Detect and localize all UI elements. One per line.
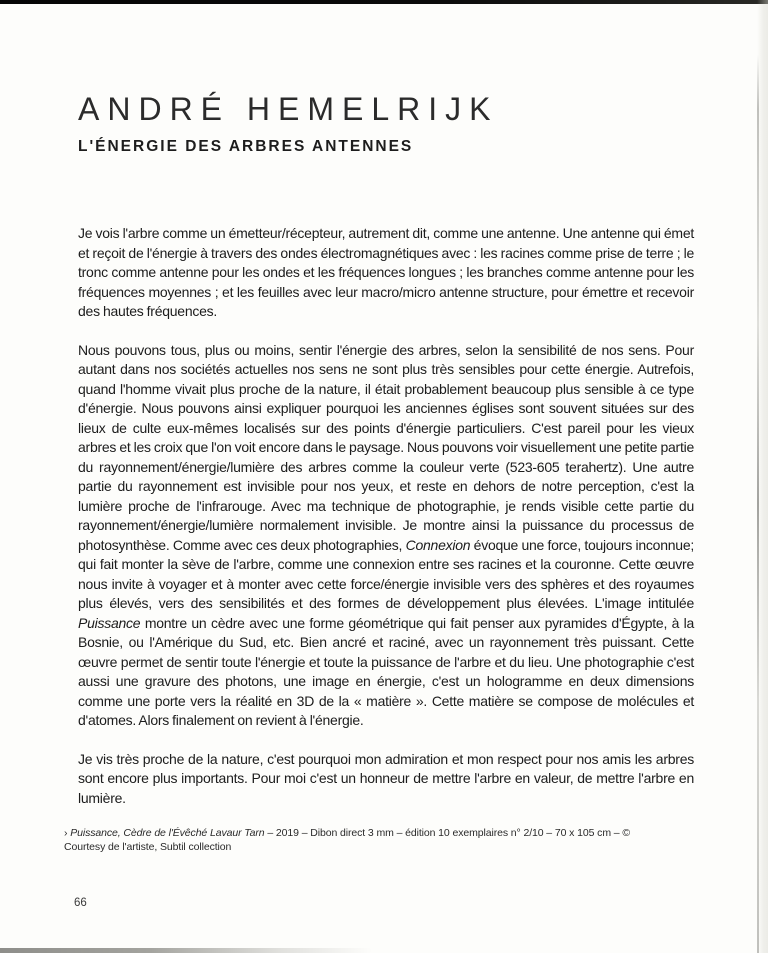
article-body <box>78 224 694 808</box>
paragraph: Nous pouvons tous, plus ou moins, sentir l'énergie des arbres, selon la sensibilité de nos sens. Pour autant dans nos sociétés actuelles nos sens ne sont plus très sensibles pour cette énergie. Autrefois, quand l'homme vivait plus proche de la nature, il était probablement beaucoup plus sensible à ce type d'énergie. Nous pouvons ainsi expliquer pourquoi les anciennes églises sont souvent situées sur des lieux de culte eux-mêmes localisés sur des points d'énergie particuliers. C'est pareil pour les vieux arbres et les croix que l'on voit encore dans le paysage. Nous pouvons voir visuellement une petite partie du rayonnement/énergie/lumière des arbres comme la couleur verte (523-605 terahertz). Une autre partie du rayonnement est invisible pour nos yeux, et reste en dehors de notre perception, c'est la lumière proche de l'infrarouge. Avec ma technique de photographie, je rends visible cette partie du rayonnement/énergie/lumière normalement invisible. Je montre ainsi la puissance du processus de photosynthèse. Comme avec ces deux photographies, Connexion évoque une force, toujours inconnue; qui fait monter la sève de l'arbre, comme une connexion entre ses racines et la couronne. Cette œuvre nous invite à voyager et à monter avec cette force/énergie invisible vers des sphères et des royaumes plus élevés, vers des sensibilités et des formes de développement plus élevées. L'image intitulée Puissance montre un cèdre avec une forme géométrique qui fait penser aux pyramides d'Égypte, à la Bosnie, ou l'Amérique du Sud, etc. Bien ancré et raciné, avec un rayonnement très puissant. Cette œuvre permet de sentir toute l'énergie et toute la puissance de l'arbre et du lieu. Une photographie c'est aussi une gravure des photons, une image en énergie, c'est un hologramme en deux dimensions comme une porte vers la réalité en 3D de la « matière ». Cette matière se compose de molécules et d'atomes. Alors finalement on revient à l'énergie. <box>78 341 694 728</box>
artist-name-heading: ANDRÉ HEMELRIJK <box>78 91 499 127</box>
article-column <box>64 91 694 854</box>
photo-credit-caption: › Puissance, Cèdre de l'Évêché Lavaur Tarn – 2019 – Dibon direct 3 mm – édition 10 exemplaires n° 2/10 – 70 x 105 cm – © Courtesy de l'artiste, Subtil collection <box>64 827 630 853</box>
scan-edge-top <box>0 0 768 4</box>
article-title: L'ÉNERGIE DES ARBRES ANTENNES <box>78 138 414 155</box>
scan-edge-bottom <box>0 948 372 953</box>
scan-page-edge-line <box>757 55 759 953</box>
paragraph: Je vis très proche de la nature, c'est pourquoi mon admiration et mon respect pour nos amis les arbres sont encore plus importants. Pour moi c'est un honneur de mettre l'arbre en valeur, de mettre l'arbre en lumière. <box>78 750 694 806</box>
paragraph: Je vois l'arbre comme un émetteur/récepteur, autrement dit, comme une antenne. Une antenne qui émet et reçoit de l'énergie à travers des ondes électromagnétiques avec : les racines comme prise de terre ; le tronc comme antenne pour les ondes et les fréquences longues ; les branches comme antenne pour les fréquences moyennes ; et les feuilles avec leur macro/micro antenne structure, pour émettre et recevoir des hautes fréquences. <box>78 225 694 319</box>
page-number: 66 <box>74 897 87 909</box>
